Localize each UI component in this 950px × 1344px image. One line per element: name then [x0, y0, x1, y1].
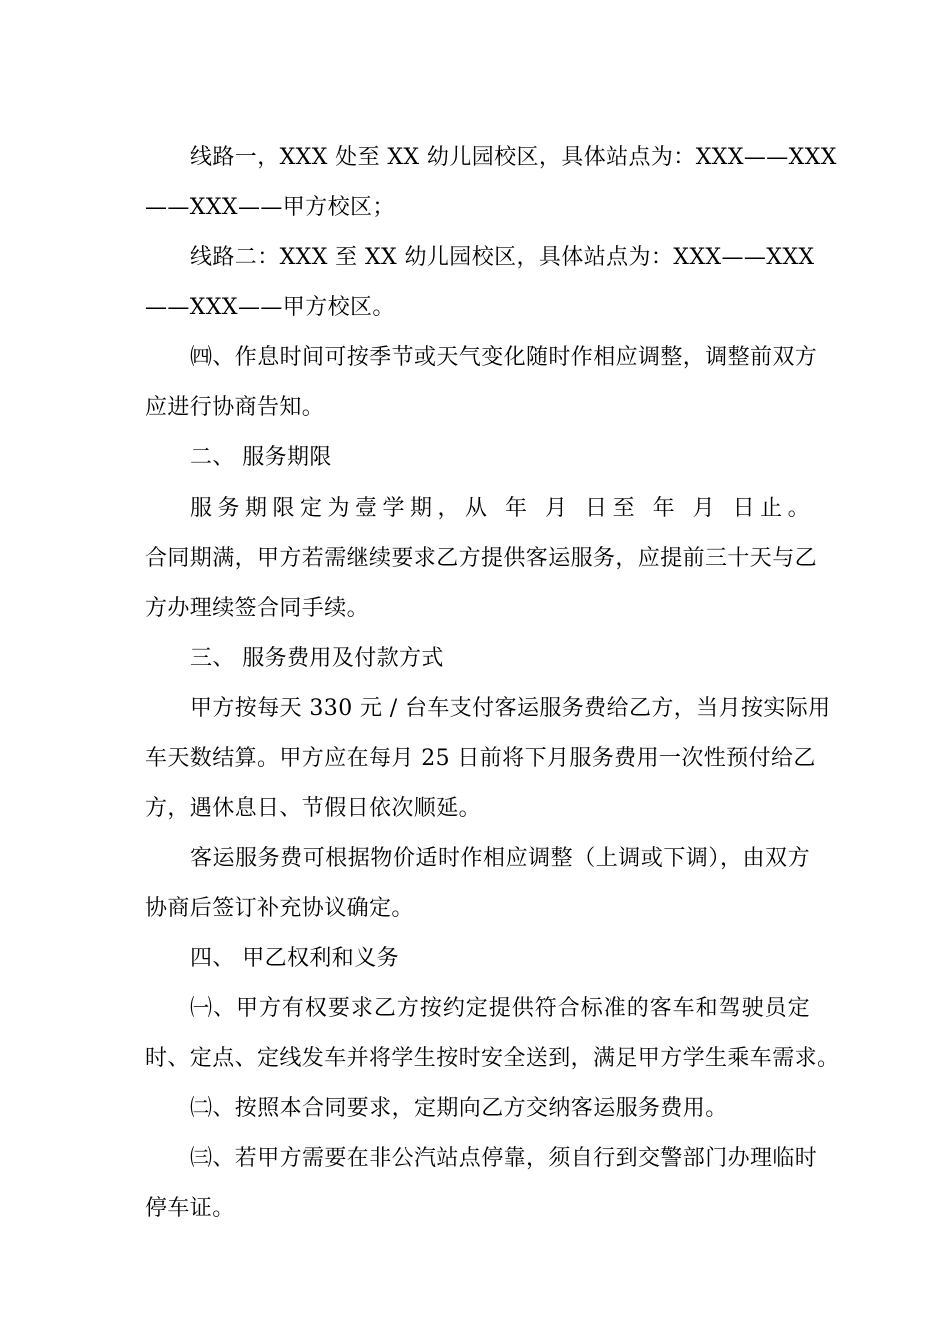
schedule-clause-line-2: 应进行协商告知。	[145, 395, 325, 420]
fees-line-3: 方，遇休息日、节假日依次顺延。	[145, 796, 482, 821]
section-heading-fees: 三、 服务费用及付款方式	[190, 646, 444, 671]
route-two-line-1: 线路二：XXX 至 XX 幼儿园校区，具体站点为：XXX——XXX	[190, 245, 815, 270]
service-term-line-1: 服务期限定为壹学期，从 年 月 日至 年 月 日止。	[190, 496, 810, 521]
fees-line-1: 甲方按每天 330 元 / 台车支付客运服务费给乙方，当月按实际用	[190, 696, 831, 721]
rights-item-2: ㈡、按照本合同要求，定期向乙方交纳客运服务费用。	[190, 1096, 728, 1121]
rights-item-3-line-1: ㈢、若甲方需要在非公汽站点停靠，须自行到交警部门办理临时	[190, 1146, 818, 1171]
section-heading-service-term: 二、 服务期限	[190, 445, 332, 470]
service-term-line-3: 方办理续签合同手续。	[145, 596, 370, 621]
rights-item-1-line-1: ㈠、甲方有权要求乙方按约定提供符合标准的客车和驾驶员定	[190, 996, 810, 1021]
fees-line-2: 车天数结算。甲方应在每月 25 日前将下月服务费用一次性预付给乙	[145, 746, 816, 771]
route-one-line-2: ——XXX——甲方校区；	[145, 195, 395, 220]
route-one-line-1: 线路一，XXX 处至 XX 幼儿园校区，具体站点为：XXX——XXX	[190, 145, 837, 170]
rights-item-1-line-2: 时、定点、定线发车并将学生按时安全送到，满足甲方学生乘车需求。	[145, 1046, 840, 1071]
fee-adjustment-line-2: 协商后签订补充协议确定。	[145, 896, 414, 921]
route-two-line-2: ——XXX——甲方校区。	[145, 295, 395, 320]
fee-adjustment-line-1: 客运服务费可根据物价适时作相应调整（上调或下调），由双方	[190, 846, 810, 871]
rights-item-3-line-2: 停车证。	[145, 1196, 235, 1221]
section-heading-rights: 四、 甲乙权利和义务	[190, 946, 399, 971]
schedule-clause-line-1: ㈣、作息时间可按季节或天气变化随时作相应调整，调整前双方	[190, 345, 818, 370]
service-term-line-2: 合同期满，甲方若需继续要求乙方提供客运服务，应提前三十天与乙	[145, 546, 818, 571]
